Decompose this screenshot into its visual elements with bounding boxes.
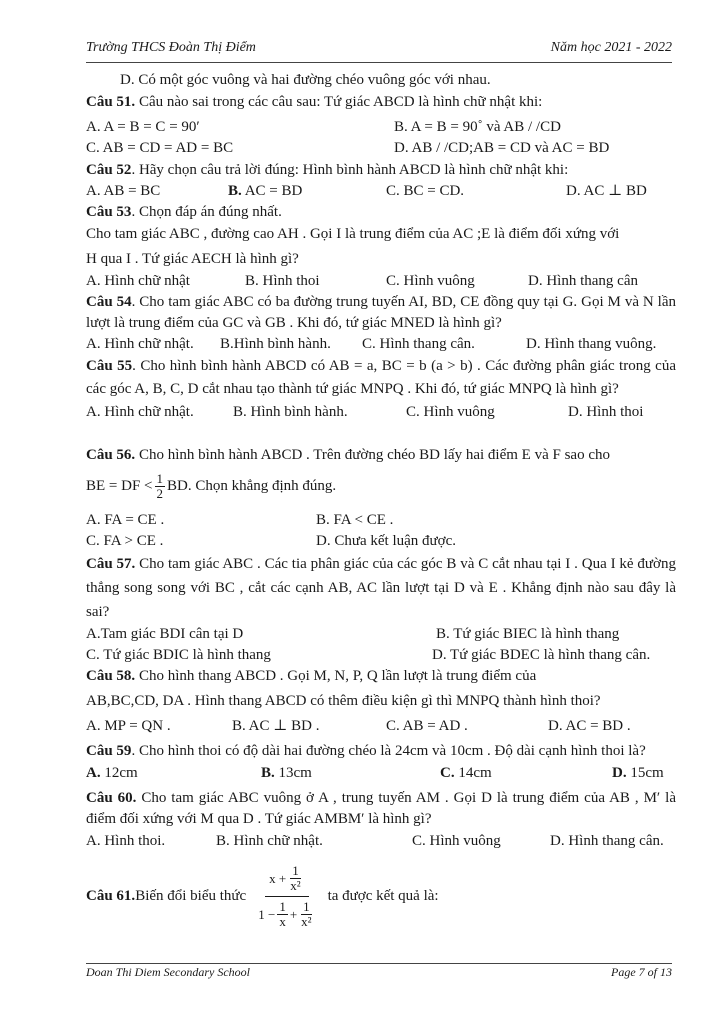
question-label: Câu 59	[86, 743, 132, 759]
question-56	[86, 445, 676, 466]
question-text: . Cho hình thoi có độ dài hai đường chéo là 24cm và 10cm . Độ dài cạnh hình thoi là?	[131, 743, 646, 759]
inner-fraction	[299, 900, 313, 929]
question-55	[86, 355, 676, 401]
question-61	[86, 856, 676, 936]
question-text: . Chọn đáp án đúng nhất.	[131, 204, 282, 220]
option-label: B.	[261, 765, 275, 781]
fraction-denominator: 2	[156, 485, 164, 501]
inner-numerator: 1	[292, 862, 299, 878]
fraction-numerator: 1	[156, 470, 164, 486]
option-b: B. Hình thoi	[245, 273, 320, 289]
option-b: B. A = B = 90˚ và AB / /CD	[394, 119, 561, 135]
footer-school: Doan Thi Diem Secondary School	[86, 965, 250, 979]
options-row	[86, 510, 676, 531]
option-c: C. Hình vuông	[406, 404, 495, 420]
question-54	[86, 292, 676, 334]
inner-fraction	[288, 864, 302, 893]
option-b: B. FA < CE .	[316, 512, 394, 528]
options-row	[86, 831, 676, 852]
question-text: . Cho hình bình hành ABCD có AB = a, BC = b (a > b) . Các đường phân giác trong của các góc A, B, C, D cắt nhau tạo thành tứ giác MNPQ . Khi đó, tứ giác MNPQ là hình gì?	[86, 358, 676, 397]
option-c: C. Hình thang cân.	[362, 336, 475, 352]
option-c	[440, 763, 492, 784]
options-row	[86, 763, 676, 784]
option-c: C. Hình vuông	[386, 273, 475, 289]
option-label: B.	[228, 183, 242, 199]
options-row	[86, 117, 676, 138]
option-a: A. MP = QN .	[86, 718, 171, 734]
option-d: D. Chưa kết luận được.	[316, 533, 456, 549]
question-text: Cho hình thang ABCD . Gọi M, N, P, Q lần lượt là trung điểm của	[135, 668, 537, 684]
option-d: D. Hình thang cân	[528, 273, 638, 289]
question-text: Biến đổi biểu thức	[135, 887, 247, 904]
formula-right: BD. Chọn khẳng định đúng.	[167, 477, 337, 494]
question-label: Câu 51.	[86, 94, 136, 110]
question-formula	[86, 466, 676, 506]
question-label: Câu 54	[86, 294, 132, 310]
question-label: Câu 61.	[86, 887, 136, 904]
question-label: Câu 52	[86, 162, 132, 178]
question-label: Câu 56.	[86, 447, 136, 463]
question-label: Câu 57.	[86, 556, 136, 572]
question-text: . Hãy chọn câu trả lời đúng: Hình bình hành ABCD là hình chữ nhật khi:	[131, 162, 569, 178]
options-row	[86, 334, 676, 355]
option-c: C. FA > CE .	[86, 533, 164, 549]
compound-fraction	[254, 864, 319, 929]
document-body	[86, 70, 676, 936]
options-row	[86, 624, 676, 645]
option-a: A. Hình thoi.	[86, 833, 166, 849]
options-row	[86, 271, 676, 292]
option-text: 14cm	[454, 765, 492, 781]
fraction-numerator	[265, 864, 309, 897]
option-c: C. BC = CD.	[386, 183, 465, 199]
option-b	[261, 763, 312, 784]
question-text: Cho tam giác ABC . Các tia phân giác của các góc B và C cắt nhau tại I . Qua I kẻ đường thẳng song song với BC , cắt các cạnh AB, AC lần lượt tại D và E . Khẳng định nào sau đây là sai?	[86, 556, 676, 620]
option-b: B. Tứ giác BIEC là hình thang	[436, 626, 620, 642]
question-51	[86, 92, 676, 113]
option-d: D. Hình thang cân.	[550, 833, 664, 849]
option-b: B.Hình bình hành.	[220, 336, 331, 352]
option-b	[228, 181, 302, 202]
math-term: x +	[269, 870, 287, 886]
option-b: B. AC ⊥ BD .	[232, 718, 320, 734]
header-rule	[86, 62, 672, 63]
option-a: A. Hình chữ nhật.	[86, 336, 194, 352]
option-b: B. Hình bình hành.	[233, 404, 348, 420]
options-row	[86, 402, 676, 423]
formula-left: BE = DF <	[86, 477, 153, 494]
options-row	[86, 138, 676, 159]
question-text-line: AB,BC,CD, DA . Hình thang ABCD có thêm điều kiện gì thì MNPQ thành hình thoi?	[86, 693, 601, 709]
option-a: A. AB = BC	[86, 183, 161, 199]
question-text-line: Cho tam giác ABC , đường cao AH . Gọi I là trung điểm của AC ;E là điểm đối xứng với	[86, 226, 620, 242]
inner-denominator: x	[279, 913, 286, 929]
option-d: D. Hình thoi	[568, 404, 644, 420]
math-term: +	[289, 906, 298, 922]
option-d	[612, 763, 664, 784]
option-c: C. AB = CD = AD = BC	[86, 140, 234, 156]
option-a	[86, 763, 138, 784]
option-a: A. Hình chữ nhật.	[86, 404, 194, 420]
header-school: Trường THCS Đoàn Thị Điểm	[86, 40, 256, 55]
fraction-half	[155, 472, 166, 501]
footer-page-number: Page 7 of 13	[611, 965, 672, 979]
question-text-tail: ta được kết quả là:	[327, 887, 439, 904]
question-text: Câu nào sai trong các câu sau: Tứ giác ABCD là hình chữ nhật khi:	[135, 94, 543, 110]
question-52	[86, 160, 676, 181]
question-label: Câu 55	[86, 358, 133, 374]
option-d: D. Tứ giác BDEC là hình thang cân.	[432, 647, 651, 663]
option-d: D. AC = BD .	[548, 718, 631, 734]
question-text: Cho tam giác ABC vuông ở A , trung tuyến AM . Gọi D là trung điểm của AB , Mʹ là điểm đối xứng với M qua D . Tứ giác AMBMʹ là hình gì?	[86, 790, 676, 827]
fraction-denominator	[254, 897, 319, 929]
options-row	[86, 645, 676, 666]
option-text: AC = BD	[241, 183, 303, 199]
inner-denominator: x²	[301, 913, 312, 929]
question-58	[86, 666, 676, 687]
option-a: A.Tam giác BDI cân tại D	[86, 626, 244, 642]
question-text: . Cho tam giác ABC có ba đường trung tuyến AI, BD, CE đồng quy tại G. Gọi M và N lần lượt là trung điểm của GC và GB . Khi đó, tứ giác MNED là hình gì?	[86, 294, 676, 331]
option-d: D. Hình thang vuông.	[526, 336, 657, 352]
option-text: 13cm	[274, 765, 312, 781]
option-label: C.	[440, 765, 455, 781]
question-57	[86, 552, 676, 624]
option-b: B. Hình chữ nhật.	[216, 833, 323, 849]
question-label: Câu 58.	[86, 668, 136, 684]
option-a: A. A = B = C = 90ʹ	[86, 119, 200, 135]
question-53	[86, 202, 676, 223]
option-c: C. Tứ giác BDIC là hình thang	[86, 647, 271, 663]
question-label: Câu 53	[86, 204, 132, 220]
options-row	[86, 716, 676, 737]
options-row	[86, 181, 676, 202]
inner-numerator: 1	[303, 898, 310, 914]
header-year: Năm học 2021 - 2022	[550, 40, 672, 55]
option-a: A. FA = CE .	[86, 512, 165, 528]
option-text: 15cm	[626, 765, 664, 781]
question-60	[86, 788, 676, 830]
option-a: A. Hình chữ nhật	[86, 273, 190, 289]
question-59	[86, 741, 676, 762]
options-row	[86, 531, 676, 552]
option-text: 12cm	[100, 765, 138, 781]
option-d: D. AC ⊥ BD	[566, 183, 647, 199]
inner-numerator: 1	[279, 898, 286, 914]
option-c: C. Hình vuông	[412, 833, 501, 849]
option-label: A.	[86, 765, 101, 781]
q50-option-d: D. Có một góc vuông và hai đường chéo vuông góc với nhau.	[120, 72, 491, 88]
option-label: D.	[612, 765, 627, 781]
math-term: 1 −	[258, 906, 276, 922]
question-label: Câu 60.	[86, 790, 137, 806]
footer-rule	[86, 963, 672, 964]
question-text: Cho hình bình hành ABCD . Trên đường chéo BD lấy hai điểm E và F sao cho	[135, 447, 610, 463]
inner-denominator: x²	[290, 877, 301, 893]
question-text-line: H qua I . Tứ giác AECH là hình gì?	[86, 251, 299, 267]
option-c: C. AB = AD .	[386, 718, 468, 734]
option-d: D. AB / /CD;AB = CD và AC = BD	[394, 140, 610, 156]
inner-fraction	[277, 900, 288, 929]
